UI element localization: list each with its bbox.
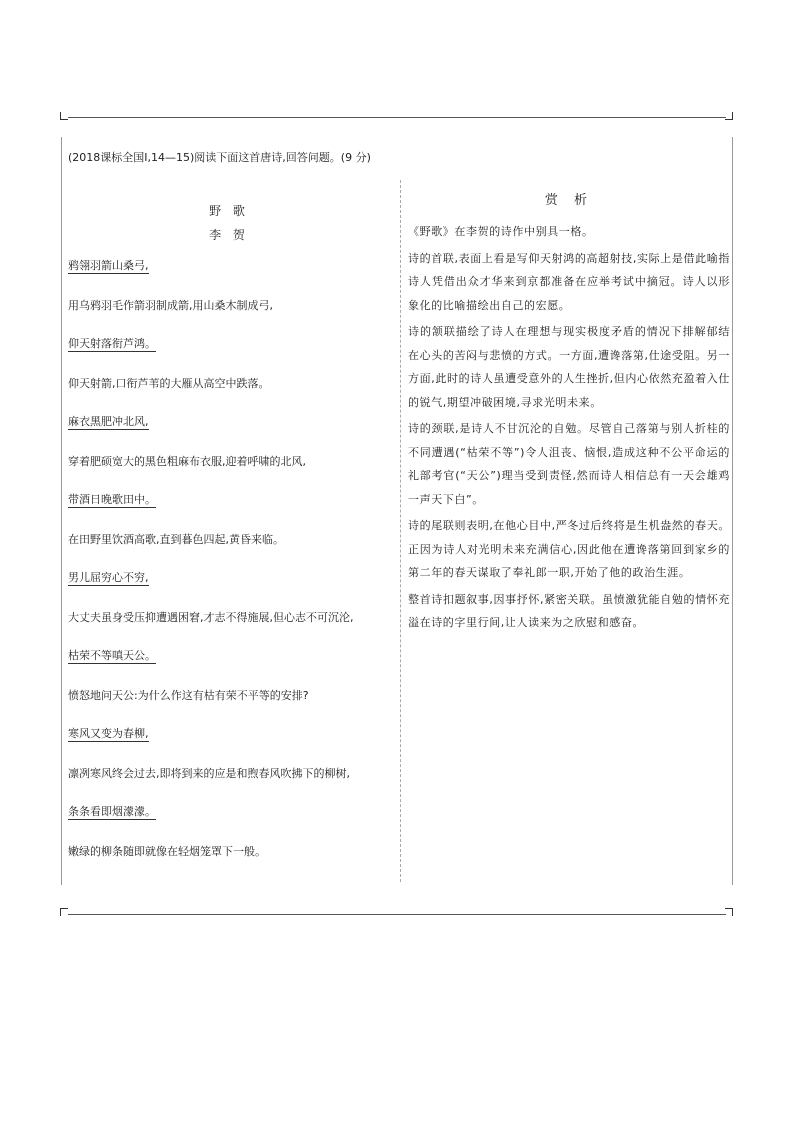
appreciation-paragraph: 诗的尾联则表明,在他心目中,严冬过后终将是生机盎然的春天。正因为诗人对光明未来充满信心,因此他在遭谗落第回到家乡的第二年的春天谋取了奉礼郎一职,开始了他的政治生涯。	[408, 519, 730, 579]
appreciation-paragraph: 诗的颈联,是诗人不甘沉沦的自勉。尽管自己落第与别人折桂的不同遭遇(“枯荣不等”)令人沮丧、恼恨,造成这种不公平命运的礼部考官(“天公”)理当受到责怪,然而诗人相信总有一天会雄鸡一声天下白”。	[408, 422, 730, 506]
poem-line: 鸦翎羽箭山桑弓,	[68, 259, 149, 272]
appreciation-paragraph: 《野歌》在李贺的诗作中别具一格。	[408, 225, 594, 238]
poem-couplet	[68, 334, 390, 412]
frame-corner-top-left	[60, 112, 68, 120]
poem-line: 麻衣黑肥冲北风,	[68, 415, 149, 428]
poem-author: 李 贺	[209, 228, 249, 242]
question-stem: (2018课标全国Ⅰ,14—15)阅读下面这首唐诗,回答问题。(9 分)	[68, 151, 371, 164]
appreciation-paragraph: 诗的首联,表面上看是写仰天射鸿的高超射技,实际上是借此喻指诗人凭借出众才华来到京都准备在应举考试中摘冠。诗人以形象化的比喻描绘出自己的宏愿。	[408, 251, 730, 312]
column-divider	[400, 180, 401, 882]
poem-translation: 仰天射箭,口衔芦苇的大雁从高空中跌落。	[68, 377, 270, 390]
poem-line: 男儿屈穷心不穷,	[68, 571, 149, 584]
poem-column	[68, 198, 390, 880]
appreciation-paragraph: 诗的颔联描绘了诗人在理想与现实极度矛盾的情况下排解郁结在心头的苦闷与悲愤的方式。一方面,遭谗落第,仕途受阻。另一方面,此时的诗人虽遭受意外的人生挫折,但内心依然充盈着入仕的锐气,期望冲破困境,寻求光明未来。	[408, 325, 730, 409]
frame-left-border	[61, 137, 62, 885]
poem-couplet	[68, 646, 390, 724]
frame-corner-top-right	[725, 112, 733, 120]
poem-translation: 嫩绿的柳条随即就像在轻烟笼罩下一般。	[68, 845, 266, 858]
frame-bottom-border	[68, 914, 726, 915]
poem-couplet	[68, 724, 390, 802]
appreciation-column	[408, 188, 730, 638]
poem-translation: 用乌鸦羽毛作箭羽制成箭,用山桑木制成弓,	[68, 299, 273, 312]
poem-translation: 大丈夫虽身受压抑遭遇困窘,才志不得施展,但心志不可沉沦,	[68, 611, 354, 624]
poem-couplet	[68, 256, 390, 334]
frame-top-border	[68, 117, 726, 118]
appreciation-paragraph: 整首诗扣题叙事,因事抒怀,紧密关联。虽愤激犹能自勉的情怀充溢在诗的字里行间,让人读来为之欣慰和感奋。	[408, 592, 730, 629]
poem-couplet	[68, 490, 390, 568]
poem-line: 带酒日晚歌田中。	[68, 493, 156, 506]
poem-line: 枯荣不等嗔天公。	[68, 649, 156, 662]
poem-translation: 愤怒地问天公:为什么作这有枯有荣不平等的安排?	[68, 689, 309, 702]
poem-line: 条条看即烟濛濛。	[68, 805, 156, 818]
poem-couplet	[68, 568, 390, 646]
poem-line: 寒风又变为春柳,	[68, 727, 149, 740]
poem-translation: 穿着肥硕宽大的黑色粗麻布衣服,迎着呼啸的北风,	[68, 455, 306, 468]
appreciation-heading: 赏 析	[544, 193, 594, 208]
poem-title: 野 歌	[209, 204, 249, 218]
poem-translation: 在田野里饮酒高歌,直到暮色四起,黄昏来临。	[68, 533, 284, 546]
frame-corner-bottom-right	[725, 908, 733, 916]
poem-couplet	[68, 412, 390, 490]
frame-corner-bottom-left	[60, 908, 68, 916]
poem-translation: 凛冽寒风终会过去,即将到来的应是和煦春风吹拂下的柳树,	[68, 767, 350, 780]
poem-couplet	[68, 802, 390, 880]
frame-right-border	[732, 137, 733, 885]
poem-line: 仰天射落衔芦鸿。	[68, 337, 156, 350]
